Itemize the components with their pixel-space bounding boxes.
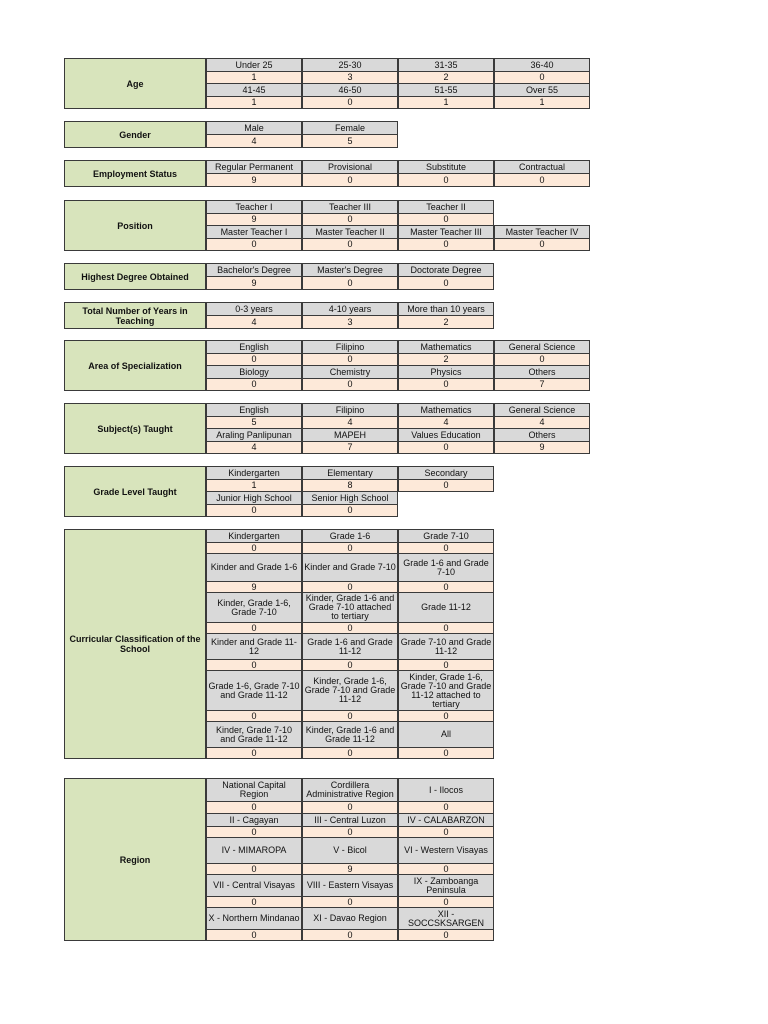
count-value: 0 bbox=[206, 353, 302, 366]
count-value: 9 bbox=[302, 863, 398, 875]
count-value: 5 bbox=[302, 134, 398, 148]
column-header: Junior High School bbox=[206, 491, 302, 505]
count-value: 0 bbox=[206, 542, 302, 554]
column-header: IV - MIMAROPA bbox=[206, 837, 302, 864]
count-value: 0 bbox=[302, 801, 398, 814]
column-header: Kinder, Grade 1-6, Grade 7-10 bbox=[206, 592, 302, 623]
column-header: Grade 1-6 and Grade 11-12 bbox=[302, 633, 398, 660]
column-header: English bbox=[206, 403, 302, 417]
count-value: 0 bbox=[206, 896, 302, 908]
section-label: Area of Specialization bbox=[64, 340, 206, 391]
column-header: Senior High School bbox=[302, 491, 398, 505]
section-label: Grade Level Taught bbox=[64, 466, 206, 517]
column-header: National Capital Region bbox=[206, 778, 302, 802]
column-header: VIII - Eastern Visayas bbox=[302, 874, 398, 897]
column-header: Others bbox=[494, 365, 590, 379]
column-header: Grade 1-6 and Grade 7-10 bbox=[398, 553, 494, 582]
section-label: Employment Status bbox=[64, 160, 206, 187]
column-header: Over 55 bbox=[494, 83, 590, 97]
count-value: 0 bbox=[398, 479, 494, 492]
count-value: 0 bbox=[398, 622, 494, 634]
column-header: VII - Central Visayas bbox=[206, 874, 302, 897]
column-header: XII - SOCCSKSARGEN bbox=[398, 907, 494, 930]
column-header: Kinder and Grade 1-6 bbox=[206, 553, 302, 582]
count-value: 0 bbox=[206, 504, 302, 517]
column-header: IV - CALABARZON bbox=[398, 813, 494, 827]
count-value: 1 bbox=[206, 96, 302, 109]
count-value: 2 bbox=[398, 353, 494, 366]
count-value: 0 bbox=[206, 238, 302, 251]
column-header: MAPEH bbox=[302, 428, 398, 442]
column-header: Filipino bbox=[302, 340, 398, 354]
count-value: 0 bbox=[302, 542, 398, 554]
column-header: V - Bicol bbox=[302, 837, 398, 864]
count-value: 0 bbox=[206, 710, 302, 722]
count-value: 0 bbox=[398, 238, 494, 251]
column-header: 25-30 bbox=[302, 58, 398, 72]
count-value: 0 bbox=[398, 581, 494, 593]
column-header: X - Northern Mindanao bbox=[206, 907, 302, 930]
count-value: 0 bbox=[206, 801, 302, 814]
count-value: 0 bbox=[206, 378, 302, 391]
count-value: 0 bbox=[398, 173, 494, 187]
column-header: 36-40 bbox=[494, 58, 590, 72]
column-header: IX - Zamboanga Peninsula bbox=[398, 874, 494, 897]
count-value: 0 bbox=[302, 353, 398, 366]
count-value: 0 bbox=[494, 71, 590, 84]
column-header: Kinder, Grade 7-10 and Grade 11-12 bbox=[206, 721, 302, 748]
section-label: Highest Degree Obtained bbox=[64, 263, 206, 290]
count-value: 9 bbox=[206, 581, 302, 593]
column-header: Under 25 bbox=[206, 58, 302, 72]
count-value: 9 bbox=[206, 276, 302, 290]
count-value: 0 bbox=[302, 173, 398, 187]
column-header: Doctorate Degree bbox=[398, 263, 494, 277]
count-value: 1 bbox=[494, 96, 590, 109]
column-header: Kindergarten bbox=[206, 529, 302, 543]
column-header: Substitute bbox=[398, 160, 494, 174]
column-header: Others bbox=[494, 428, 590, 442]
count-value: 0 bbox=[302, 504, 398, 517]
count-value: 0 bbox=[398, 826, 494, 838]
count-value: 0 bbox=[398, 213, 494, 226]
section-label: Curricular Classification of the School bbox=[64, 529, 206, 759]
column-header: Kindergarten bbox=[206, 466, 302, 480]
column-header: Elementary bbox=[302, 466, 398, 480]
column-header: Grade 11-12 bbox=[398, 592, 494, 623]
count-value: 0 bbox=[206, 863, 302, 875]
column-header: 46-50 bbox=[302, 83, 398, 97]
column-header: Physics bbox=[398, 365, 494, 379]
column-header: Grade 1-6, Grade 7-10 and Grade 11-12 bbox=[206, 670, 302, 711]
column-header: 51-55 bbox=[398, 83, 494, 97]
column-header: Kinder, Grade 1-6, Grade 7-10 and Grade 11-12 attached to tertiary bbox=[398, 670, 494, 711]
count-value: 0 bbox=[302, 747, 398, 759]
column-header: Master Teacher III bbox=[398, 225, 494, 239]
count-value: 0 bbox=[398, 801, 494, 814]
count-value: 0 bbox=[302, 622, 398, 634]
column-header: II - Cagayan bbox=[206, 813, 302, 827]
count-value: 4 bbox=[206, 315, 302, 329]
column-header: Master Teacher IV bbox=[494, 225, 590, 239]
column-header: Kinder, Grade 1-6, Grade 7-10 and Grade 11-12 bbox=[302, 670, 398, 711]
count-value: 0 bbox=[398, 747, 494, 759]
count-value: 4 bbox=[206, 134, 302, 148]
column-header: 4-10 years bbox=[302, 302, 398, 316]
section-label: Subject(s) Taught bbox=[64, 403, 206, 454]
section-label: Position bbox=[64, 200, 206, 251]
column-header: I - Ilocos bbox=[398, 778, 494, 802]
section-label: Total Number of Years in Teaching bbox=[64, 302, 206, 329]
count-value: 0 bbox=[398, 659, 494, 671]
column-header: III - Central Luzon bbox=[302, 813, 398, 827]
column-header: All bbox=[398, 721, 494, 748]
column-header: 0-3 years bbox=[206, 302, 302, 316]
column-header: Mathematics bbox=[398, 340, 494, 354]
count-value: 3 bbox=[302, 315, 398, 329]
count-value: 1 bbox=[206, 479, 302, 492]
column-header: 41-45 bbox=[206, 83, 302, 97]
count-value: 4 bbox=[206, 441, 302, 454]
count-value: 7 bbox=[494, 378, 590, 391]
column-header: VI - Western Visayas bbox=[398, 837, 494, 864]
count-value: 0 bbox=[398, 276, 494, 290]
column-header: Kinder and Grade 11-12 bbox=[206, 633, 302, 660]
count-value: 2 bbox=[398, 315, 494, 329]
column-header: Master Teacher I bbox=[206, 225, 302, 239]
column-header: Teacher II bbox=[398, 200, 494, 214]
column-header: Contractual bbox=[494, 160, 590, 174]
column-header: Provisional bbox=[302, 160, 398, 174]
column-header: Grade 7-10 and Grade 11-12 bbox=[398, 633, 494, 660]
count-value: 1 bbox=[206, 71, 302, 84]
count-value: 0 bbox=[302, 896, 398, 908]
count-value: 4 bbox=[494, 416, 590, 429]
count-value: 0 bbox=[302, 826, 398, 838]
count-value: 9 bbox=[206, 173, 302, 187]
column-header: Mathematics bbox=[398, 403, 494, 417]
count-value: 0 bbox=[302, 276, 398, 290]
count-value: 3 bbox=[302, 71, 398, 84]
count-value: 0 bbox=[494, 353, 590, 366]
column-header: Secondary bbox=[398, 466, 494, 480]
count-value: 2 bbox=[398, 71, 494, 84]
count-value: 0 bbox=[398, 929, 494, 941]
count-value: 0 bbox=[302, 238, 398, 251]
column-header: Kinder and Grade 7-10 bbox=[302, 553, 398, 582]
column-header: Master's Degree bbox=[302, 263, 398, 277]
count-value: 4 bbox=[302, 416, 398, 429]
section-label: Gender bbox=[64, 121, 206, 148]
column-header: 31-35 bbox=[398, 58, 494, 72]
count-value: 0 bbox=[302, 929, 398, 941]
column-header: Kinder, Grade 1-6 and Grade 11-12 bbox=[302, 721, 398, 748]
section-label: Age bbox=[64, 58, 206, 109]
column-header: Female bbox=[302, 121, 398, 135]
column-header: Cordillera Administrative Region bbox=[302, 778, 398, 802]
column-header: Araling Panlipunan bbox=[206, 428, 302, 442]
column-header: Biology bbox=[206, 365, 302, 379]
count-value: 0 bbox=[302, 581, 398, 593]
count-value: 0 bbox=[302, 213, 398, 226]
column-header: Male bbox=[206, 121, 302, 135]
count-value: 9 bbox=[494, 441, 590, 454]
count-value: 7 bbox=[302, 441, 398, 454]
count-value: 1 bbox=[398, 96, 494, 109]
column-header: Master Teacher II bbox=[302, 225, 398, 239]
count-value: 8 bbox=[302, 479, 398, 492]
count-value: 0 bbox=[206, 929, 302, 941]
count-value: 0 bbox=[302, 710, 398, 722]
section-label: Region bbox=[64, 778, 206, 941]
column-header: General Science bbox=[494, 340, 590, 354]
column-header: More than 10 years bbox=[398, 302, 494, 316]
column-header: Values Education bbox=[398, 428, 494, 442]
column-header: Bachelor's Degree bbox=[206, 263, 302, 277]
count-value: 0 bbox=[494, 173, 590, 187]
count-value: 0 bbox=[206, 622, 302, 634]
count-value: 0 bbox=[398, 378, 494, 391]
count-value: 0 bbox=[302, 378, 398, 391]
count-value: 4 bbox=[398, 416, 494, 429]
count-value: 9 bbox=[206, 213, 302, 226]
count-value: 0 bbox=[398, 896, 494, 908]
column-header: General Science bbox=[494, 403, 590, 417]
column-header: Grade 7-10 bbox=[398, 529, 494, 543]
column-header: Teacher III bbox=[302, 200, 398, 214]
column-header: Grade 1-6 bbox=[302, 529, 398, 543]
count-value: 5 bbox=[206, 416, 302, 429]
column-header: Chemistry bbox=[302, 365, 398, 379]
count-value: 0 bbox=[302, 659, 398, 671]
count-value: 0 bbox=[398, 863, 494, 875]
count-value: 0 bbox=[206, 747, 302, 759]
count-value: 0 bbox=[206, 659, 302, 671]
count-value: 0 bbox=[302, 96, 398, 109]
column-header: Teacher I bbox=[206, 200, 302, 214]
column-header: XI - Davao Region bbox=[302, 907, 398, 930]
column-header: Regular Permanent bbox=[206, 160, 302, 174]
count-value: 0 bbox=[398, 441, 494, 454]
count-value: 0 bbox=[398, 542, 494, 554]
count-value: 0 bbox=[398, 710, 494, 722]
count-value: 0 bbox=[206, 826, 302, 838]
column-header: Kinder, Grade 1-6 and Grade 7-10 attached to tertiary bbox=[302, 592, 398, 623]
column-header: Filipino bbox=[302, 403, 398, 417]
count-value: 0 bbox=[494, 238, 590, 251]
column-header: English bbox=[206, 340, 302, 354]
